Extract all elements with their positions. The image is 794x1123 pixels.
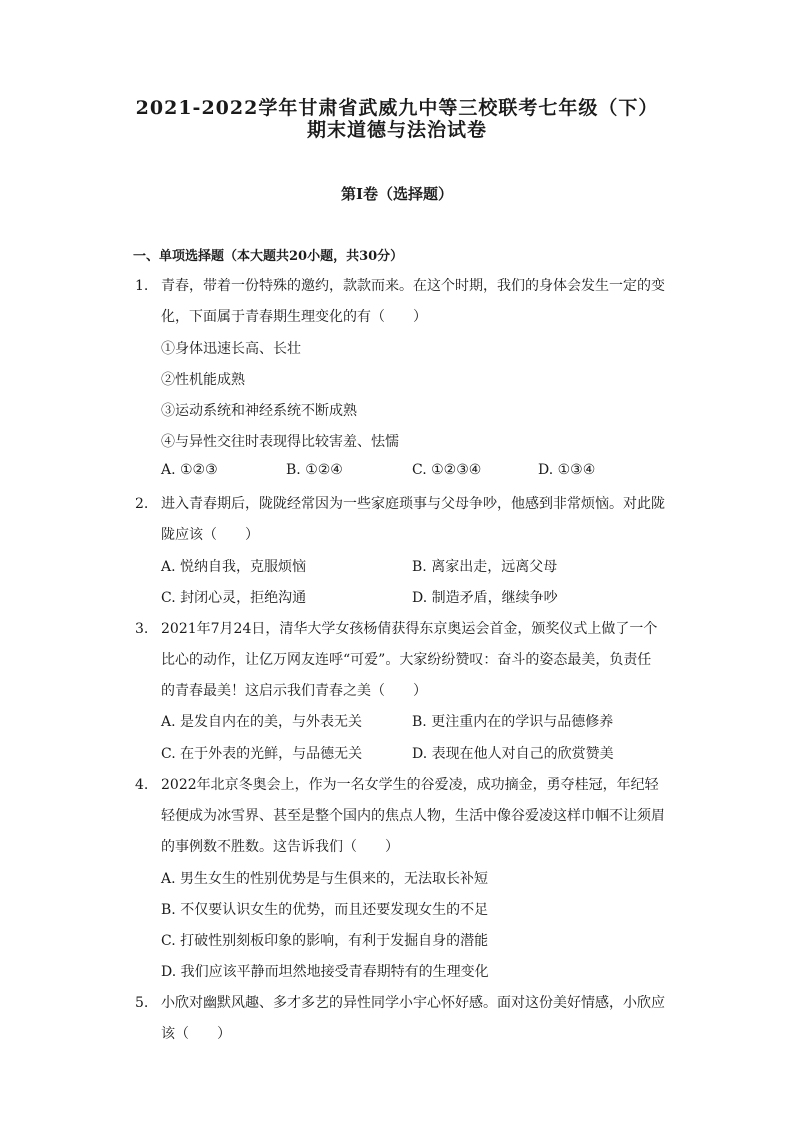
answer-option-b: B. 更注重内在的学识与品德修养 bbox=[412, 714, 614, 730]
exam-title-line2: 期末道德与法治试卷 bbox=[306, 119, 487, 141]
statement-item: ④与异性交往时表现得比较害羞、怯懦 bbox=[161, 434, 399, 450]
question-number: 3. bbox=[135, 621, 149, 637]
question-number: 1. bbox=[135, 278, 149, 294]
question-stem-line: 的青春最美！这启示我们青春之美（ ） bbox=[161, 683, 427, 699]
statement-item: ②性机能成熟 bbox=[161, 372, 245, 388]
statement-item: ③运动系统和神经系统不断成熟 bbox=[161, 403, 357, 419]
volume-heading: 第I卷（选择题） bbox=[340, 185, 454, 203]
answer-option-b: B. ①②④ bbox=[286, 462, 343, 478]
answer-option-b: B. 离家出走，远离父母 bbox=[412, 559, 558, 575]
question-stem-line: 进入青春期后，陇陇经常因为一些家庭琐事与父母争吵，他感到非常烦恼。对此陇 bbox=[161, 496, 665, 512]
answer-option-b: B. 不仅要认识女生的优势，而且还要发现女生的不足 bbox=[161, 902, 489, 918]
answer-option-c: C. 打破性别刻板印象的影响，有利于发掘自身的潜能 bbox=[161, 933, 489, 949]
question-stem-line: 比心的动作，让亿万网友连呼“可爱”。大家纷纷赞叹：奋斗的姿态最美，负责任 bbox=[161, 652, 652, 668]
question-stem-line: 2021年7月24日，清华大学女孩杨倩获得东京奥运会首金，颁奖仪式上做了一个 bbox=[161, 621, 658, 637]
question-stem-line: 轻便成为冰雪界、甚至是整个国内的焦点人物，生活中像谷爱凌这样巾帼不让须眉 bbox=[161, 808, 665, 824]
question-number: 5. bbox=[135, 995, 149, 1011]
question-number: 2. bbox=[135, 496, 149, 512]
answer-option-d: D. 表现在他人对自己的欣赏赞美 bbox=[412, 746, 614, 762]
answer-option-a: A. 是发自内在的美，与外表无关 bbox=[161, 714, 363, 730]
answer-option-a: A. ①②③ bbox=[161, 462, 218, 478]
question-stem-line: 化，下面属于青春期生理变化的有（ ） bbox=[161, 309, 427, 325]
answer-option-d: D. 制造矛盾，继续争吵 bbox=[412, 590, 558, 606]
answer-option-a: A. 悦纳自我，克服烦恼 bbox=[161, 559, 307, 575]
question-stem-line: 陇应该（ ） bbox=[161, 527, 259, 543]
exam-title-line1: 2021-2022学年甘肃省武威九中等三校联考七年级（下） bbox=[135, 97, 659, 119]
answer-option-a: A. 男生女生的性别优势是与生俱来的，无法取长补短 bbox=[161, 871, 489, 887]
question-stem-line: 的事例数不胜数。这告诉我们（ ） bbox=[161, 839, 399, 855]
question-stem-line: 该（ ） bbox=[161, 1026, 231, 1042]
question-stem-line: 2022年北京冬奥会上，作为一名女学生的谷爱凌，成功摘金，勇夺桂冠，年纪轻 bbox=[161, 777, 659, 793]
question-stem-line: 小欣对幽默风趣、多才多艺的异性同学小宇心怀好感。面对这份美好情感，小欣应 bbox=[161, 995, 665, 1011]
answer-option-c: C. 封闭心灵，拒绝沟通 bbox=[161, 590, 307, 606]
statement-item: ①身体迅速长高、长壮 bbox=[161, 341, 301, 357]
answer-option-c: C. ①②③④ bbox=[412, 462, 482, 478]
question-stem-line: 青春，带着一份特殊的邀约，款款而来。在这个时期，我们的身体会发生一定的变 bbox=[161, 278, 665, 294]
answer-option-d: D. ①③④ bbox=[538, 462, 596, 478]
answer-option-c: C. 在于外表的光鲜，与品德无关 bbox=[161, 746, 363, 762]
question-number: 4. bbox=[135, 777, 149, 793]
answer-option-d: D. 我们应该平静而坦然地接受青春期特有的生理变化 bbox=[161, 964, 489, 980]
section-heading: 一、单项选择题（本大题共20小题，共30分） bbox=[133, 249, 404, 264]
